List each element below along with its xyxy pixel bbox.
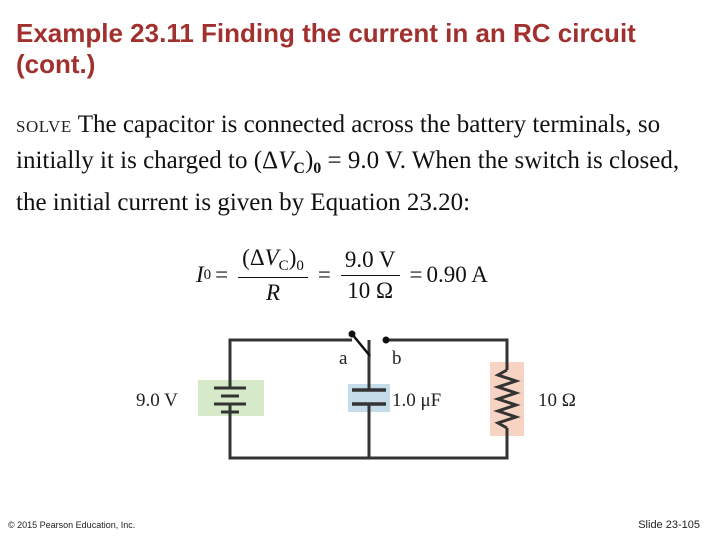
vc-symbol: V: [278, 147, 294, 174]
fraction-symbolic: [238, 245, 308, 306]
battery-label: 9.0 V: [136, 390, 178, 411]
switch-b-label: b: [392, 348, 402, 369]
fraction-symbolic-numerator: $(\Delta V_C)_0$: [238, 245, 308, 278]
rc-circuit-diagram: [120, 320, 600, 470]
solve-label: SOLVE: [16, 117, 72, 136]
eq-lhs-sub: 0: [203, 266, 212, 283]
eq-result: 0.90 A: [426, 262, 488, 287]
vc-subscript: C: [293, 160, 305, 177]
fraction-numeric: [341, 247, 400, 304]
paragraph-text-1: The capacitor is connected across the battery terminals, so initially it is charged to (Δ: [16, 111, 661, 174]
equals-sign: =: [215, 262, 229, 287]
current-equation: [196, 242, 488, 308]
switch-a-label: a: [339, 348, 348, 369]
capacitor-label: 1.0 μF: [392, 390, 442, 411]
paragraph-text-2: = 9.0 V. When the switch is closed, the initial current is given by Equation 23.20:: [16, 147, 680, 216]
slide-title: Example 23.11 Finding the current in an RC circuit (cont.): [16, 18, 636, 79]
fraction-symbolic-denominator: R: [265, 279, 281, 305]
equals-sign: =: [317, 262, 331, 287]
slide-number: Slide 23-105: [638, 519, 700, 531]
copyright-footer: © 2015 Pearson Education, Inc.: [8, 520, 136, 530]
equals-sign: =: [409, 262, 423, 287]
paren-close: ): [304, 147, 314, 174]
fraction-numeric-denominator: 10 Ω: [347, 277, 394, 303]
solve-paragraph: [16, 108, 696, 220]
fraction-numeric-numerator: 9.0 V: [341, 247, 400, 276]
eq-lhs: I: [196, 262, 204, 287]
zero-subscript: 0: [313, 160, 322, 177]
resistor-label: 10 Ω: [538, 390, 576, 411]
